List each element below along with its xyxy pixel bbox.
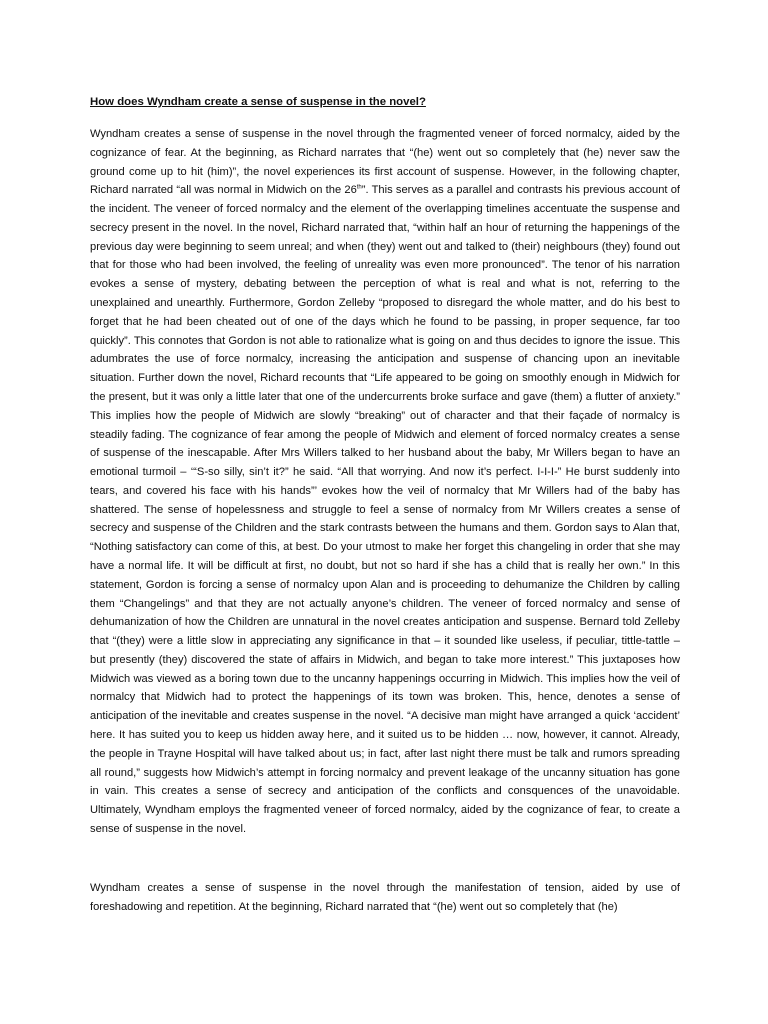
paragraph-1-text-b: ”. This serves as a parallel and contrasts his previous account of the incident. The veneer of forced normalcy and the element of the overlapping timelines accentuate the suspense and secrecy present in the novel. In the novel, Richard narrated that, “within half an hour of returning the happenings of the previous day were beginning to seem unreal; and when (they) went out and talked to (their) neighbours (they) found out that for those who had been involved, the feeling of unreality was even more pronounced”. The tenor of his narration evokes a sense of mystery, debating between the perception of what is real and what is not, referring to the unexplained and unearthly. Furthermore, Gordon Zelleby “proposed to disregard the whole matter, and do his best to forget that he had been cheated out of one of the days which he found to be passing, in proper sequence, far too quickly”. This connotes that Gordon is not able to rationalize what is going on and thus decides to ignore the issue. This adumbrates the use of force normalcy, increasing the anticipation and suspense of chancing upon an inevitable situation. Further down the novel, Richard recounts that “Life appeared to be going on smoothly enough in Midwich for the present, but it was only a little later that one of the undercurrents broke surface and gave (them) a flutter of anxiety.” This implies how the people of Midwich are slowly “breaking” out of character and that their façade of normalcy is steadily fading. The cognizance of fear among the people of Midwich and element of forced normalcy creates a sense of suspense of the inescapable. After Mrs Willers talked to her husband about the baby, Mr Willers began to have an emotional turmoil – ‘“S-so silly, sin’t it?” he said. “All that worrying. And now it’s perfect. I-I-I-” He burst suddenly into tears, and covered his face with his hands”’ evokes how the veil of normalcy that Mr Willers had of the baby has shattered. The sense of hopelessness and struggle to feel a sense of normalcy from Mr Willers creates a sense of secrecy and suspense of the Children and the stark contrasts between the humans and them. Gordon says to Alan that, “Nothing satisfactory can come of this, at best. Do your utmost to make her forget this changeling in order that she may have a normal life. It will be difficult at first, no doubt, but not so hard if she has a child that is really her own.” In this statement, Gordon is forcing a sense of normalcy upon Alan and is proceeding to dehumanize the Children by calling them “Changelings” and that they are not actually anyone’s children. The veneer of forced normalcy and sense of dehumanization of how the Children are unnatural in the novel creates anticipation and suspense. Bernard told Zelleby that “(they) were a little slow in appreciating any significance in that – it sounded like useless, if peculiar, tittle-tattle – but presently (they) discovered the state of affairs in Midwich, and began to take more interest.” This juxtaposes how Midwich was viewed as a boring town due to the uncanny happenings occurring in Midwich. This implies how the veil of normalcy that Midwich had to protect the happenings of its town was broken. This, hence, denotes a sense of anticipation of the inevitable and creates suspense in the novel. “A decisive man might have arranged a quick ‘accident’ here. It has suited you to keep us hidden away here, and it suited us to be hidden … now, however, it cannot. Already, the people in Trayne Hospital will have talked about us; in fact, after last night there must be talk and rumors spreading all round,” suggests how Midwich’s attempt in forcing normalcy and prevent leakage of the uncanny situation has gone in vain. This creates a sense of secrecy and anticipation of the conflicts and consquences of the unavoidable. Ultimately, Wyndham employs the fragmented veneer of forced normalcy, aided by the cognizance of fear, to create a sense of suspense in the novel. xyxy=(90,184,680,835)
essay-paragraph-2: Wyndham creates a sense of suspense in the novel through the manifestation of tension, aided by use of foreshadowing and repetition. At the beginning, Richard narrated that “(he) went out so completely that (he) xyxy=(90,882,680,913)
paragraph-1-text-a: Wyndham creates a sense of suspense in the novel through the fragmented veneer of forced normalcy, aided by the cognizance of fear. At the beginning, as Richard narrates that “(he) went out so completely that (he) never saw the ground come up to hit (him)”, the novel experiences its first account of suspense. However, in the following chapter, Richard narrated “all was normal in Midwich on the 26 xyxy=(90,128,680,197)
essay-heading: How does Wyndham create a sense of suspense in the novel? xyxy=(90,96,426,108)
essay-paragraph-1 xyxy=(90,125,680,839)
ordinal-superscript: th xyxy=(356,184,362,191)
